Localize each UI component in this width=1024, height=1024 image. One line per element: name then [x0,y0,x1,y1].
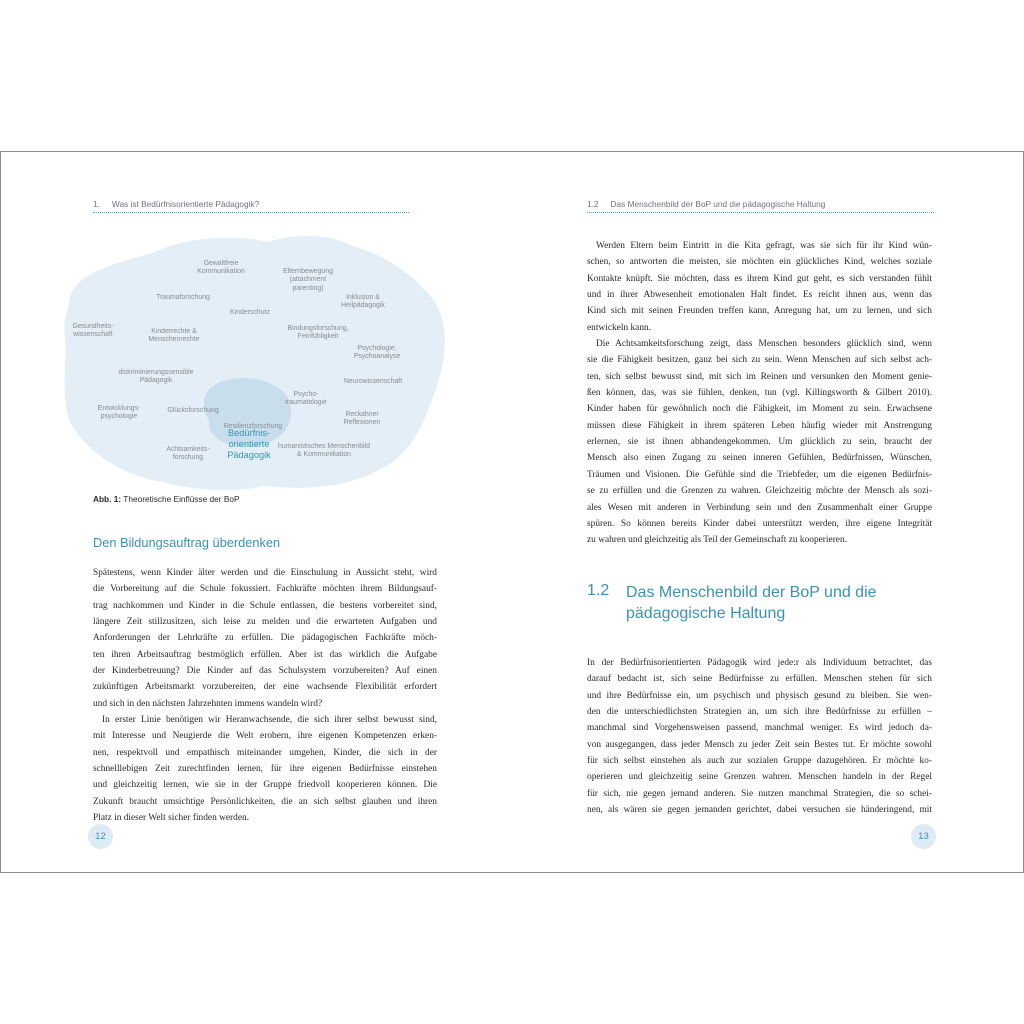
influence-term: Psycho- traumatologie [285,391,327,407]
text-line: Spätestens, wenn Kinder älter werden und die Einschulung in Aussicht steht, wird [93,568,437,578]
section-title: Das Menschenbild der BoP und die pädagogische Haltung [626,584,877,622]
text-line: zu wahren und gleichzeitig als Teil der Gemeinschaft zu kooperieren. [587,535,848,546]
text-line: Zukunft braucht umsichtige Persönlichkeiten, die an sich selbst glauben und ihren [93,796,437,807]
text-line: operieren und gleichzeitig seine Grenzen wahren. Menschen handeln in der Regel [587,772,932,783]
text-line: In der Bedürfnisorientierten Pädagogik wird jede:r als Individuum betrachtet, das [587,658,932,668]
text-line: zukünftigen Arbeitsmarkt vorzubereiten, der eine wachsende Flexibilität erfordert [93,682,437,693]
influence-term: Gewaltfreie Kommunikation [197,260,245,276]
text-line: ales Wesen mit anderen in Verbindung sein und den Zusammenhalt einer Gruppe [587,502,932,513]
figure-caption [93,494,240,504]
text-line: trag nachkommen und Kinder in die Schule entlassen, die bestens vorbereitet sind, [93,600,437,611]
running-head-rule [587,212,934,213]
page-number-left: 12 [88,824,113,849]
running-head-title: Das Menschenbild der BoP und die pädagogische Haltung [610,199,826,209]
running-head-rule [93,212,409,213]
running-head-number: 1.2 [587,199,599,209]
text-line: den die unterschiedlichsten Strategien an, um sich ihre Bedürfnisse zu erfüllen – [587,707,932,718]
influence-term: Glücksforschung [167,407,219,414]
influence-term: Gesundheits- wissenschaft [72,323,114,339]
text-line: entwickeln kann. [587,322,652,333]
page-number-right: 13 [911,824,936,849]
text-line: und gleichzeitig lernen, wie sie in der Gruppe friedvoll kooperieren können. Die [93,780,437,791]
influence-term: Bindungsforschung, Feinfühligkeit [287,325,349,341]
influence-term: Reckahner Reflexionen [343,411,381,427]
left-body-text [93,565,437,827]
text-line: Die Achtsamkeitsforschung zeigt, dass Menschen besonders glücklich sind, wenn [596,339,932,350]
text-line: Kind sich mit seinen Freunden treffen kann, Anregung hat, um zu lernen, und sich [587,306,932,317]
text-line: ßen können, das, was sie fühlen, denken, tun (vgl. Killingsworth & Gilbert 2010). [587,388,932,399]
influence-term: Neurowissenschaft [343,378,403,385]
left-page [1,152,511,872]
caption-text: Theoretische Einflüsse der BoP [123,494,240,504]
section-heading: Den Bildungsauftrag überdenken [93,535,281,550]
influences-figure [63,232,453,494]
text-line: In erster Linie benötigen wir Heranwachsende, die sich ihrer selbst bewusst sind, [102,715,437,726]
text-line: ten ihren Arbeitsauftrag bestmöglich erfüllen. Aber ist das wirklich die Aufgabe [93,649,437,660]
text-line: nen, respektvoll und empathisch miteinander umgehen, Kinder, die sich in der [93,747,437,758]
influence-term: Kinderschutz [230,309,270,316]
right-intro-text [587,238,932,549]
text-line: und in ihrer Abwesenheit emotionalen Halt findet. Es reicht ihnen aus, wenn das [587,290,932,301]
influence-term: humanistisches Menschenbild & Kommunikation [278,443,370,459]
running-head-number: 1. [93,199,100,209]
influence-term: Inklusion & Heilpädagogik [341,294,385,310]
text-line: Mensch also einen Zugang zu seinen inneren Gefühlen, Bedürfnissen, Wünschen, [587,453,932,464]
influence-term: Elternbewegung (attachment parenting) [283,268,333,292]
text-line: schnelllebigen Zeit zurechtfinden lernen, für ihre eigenen Bedürfnisse einstehen [93,764,437,775]
text-line: schen, so antworten die meisten, sie möchten ein glückliches Kind, welches soziale [587,257,932,268]
influence-term: Traumaforschung [156,294,210,301]
text-line: Platz in dieser Welt sicher finden werden. [93,813,250,824]
book-spread [0,151,1024,873]
text-line: spüren. So können bereits Kinder dabei unterstützt werden, ihre eigene Integrität [587,518,932,529]
running-head-title: Was ist Bedürfnisorientierte Pädagogik? [111,199,260,209]
text-line: erlernen, sie ist ihnen abhandengekommen. Um glücklich zu sein, braucht der [587,437,932,448]
text-line: darauf bedacht ist, sich seine Bedürfnisse zu erfüllen. Menschen stehen für sich [587,674,932,685]
right-section-text [587,655,932,818]
text-line: die Vorbereitung auf die Schule fokussiert. Fachkräfte möchten ihrem Bildungsauf- [93,584,437,595]
text-line: manchmal sind Vorgehensweisen passend, manchmal weniger. Es wird jedoch da- [587,723,932,734]
text-line: für sich, nie gegen jemand anderen. Sie nutzen manchmal Strategien, die so schei- [587,788,932,799]
influence-term: Kinderrechte & Menschenrechte [148,328,200,344]
text-line: sie die Fähigkeit besitzen, ganz bei sich zu sein. Wenn Menschen auf sich selbst ach- [587,355,932,366]
text-line: und ihre Bedürfnisse ein, um psychisch und physisch gesund zu bleiben. Sie wen- [587,690,932,701]
text-line: ten, sich selbst bewusst sind, mit sich im Reinen und versunken den Moment genie- [587,371,932,382]
influence-term: Psychologie, Psychoanalyse [353,345,401,361]
text-line: mit Interesse und Neugierde die Welt erobern, ihre eigenen Kompetenzen erken- [93,731,437,742]
text-line: nen, als wären sie gegen jemanden gerichtet, dabei versuchen sie händeringend, mit [587,805,932,816]
influence-term: Achtsamkeits- forschung [166,446,210,462]
section-number: 1.2 [587,582,610,599]
text-line: Werden Eltern beim Eintritt in die Kita gefragt, was sie sich für ihr Kind wün- [596,241,932,251]
text-line: Kontakte knüpft. Sie möchten, dass es ihrem Kind gut geht, es sich verstanden fühlt [587,273,932,284]
text-line: müssen diese Fähigkeit in ihrem späteren Leben häufig wieder mit Anstrengung [587,420,932,431]
running-head-right [587,199,825,209]
text-line: für sich selbst einstehen als auch zur sozialen Gruppe dazugehören. Er möchte ko- [587,756,932,767]
text-line: von ausgegangen, dass jeder Mensch zu jeder Zeit sein Bestes tut. Er möchte sowohl [587,739,932,750]
influence-term: diskriminierungssensible Pädagogik [118,369,194,385]
text-line: der Kinderbetreuung? Die Kinder auf das Schulsystem vorzubereiten? Auf einen [93,666,437,677]
running-head-left [93,199,259,209]
text-line: Träumen und Visionen. Die Gefühle sind die Triebfeder, um die eigenen Bedürfnis- [587,469,932,480]
right-page [512,152,1022,872]
caption-label: Abb. 1: [93,494,122,504]
text-line: Kinder haben für gewöhnlich noch die Fähigkeit, im Moment zu sein. Erwachsene [587,404,932,415]
text-line: längere Zeit stillzusitzen, sich leise zu melden und die erwarteten Aufgaben und [93,617,437,628]
influence-term: Resilienzforschung [223,423,283,430]
text-line: und sich in den nächsten Jahrzehnten immens wandeln wird? [93,698,323,709]
center-term: Bedürfnis- orientierte Pädagogik [227,428,271,460]
text-line: Anforderungen der Lehrkräfte zu erfüllen. Die pädagogischen Fachkräfte möch- [93,633,437,644]
text-line: se zu erfüllen und die Grenzen zu wahren. Gleichzeitig möchte der Mensch als sozi- [587,486,932,497]
influence-term: Entwicklungs- psychologie [97,405,141,421]
